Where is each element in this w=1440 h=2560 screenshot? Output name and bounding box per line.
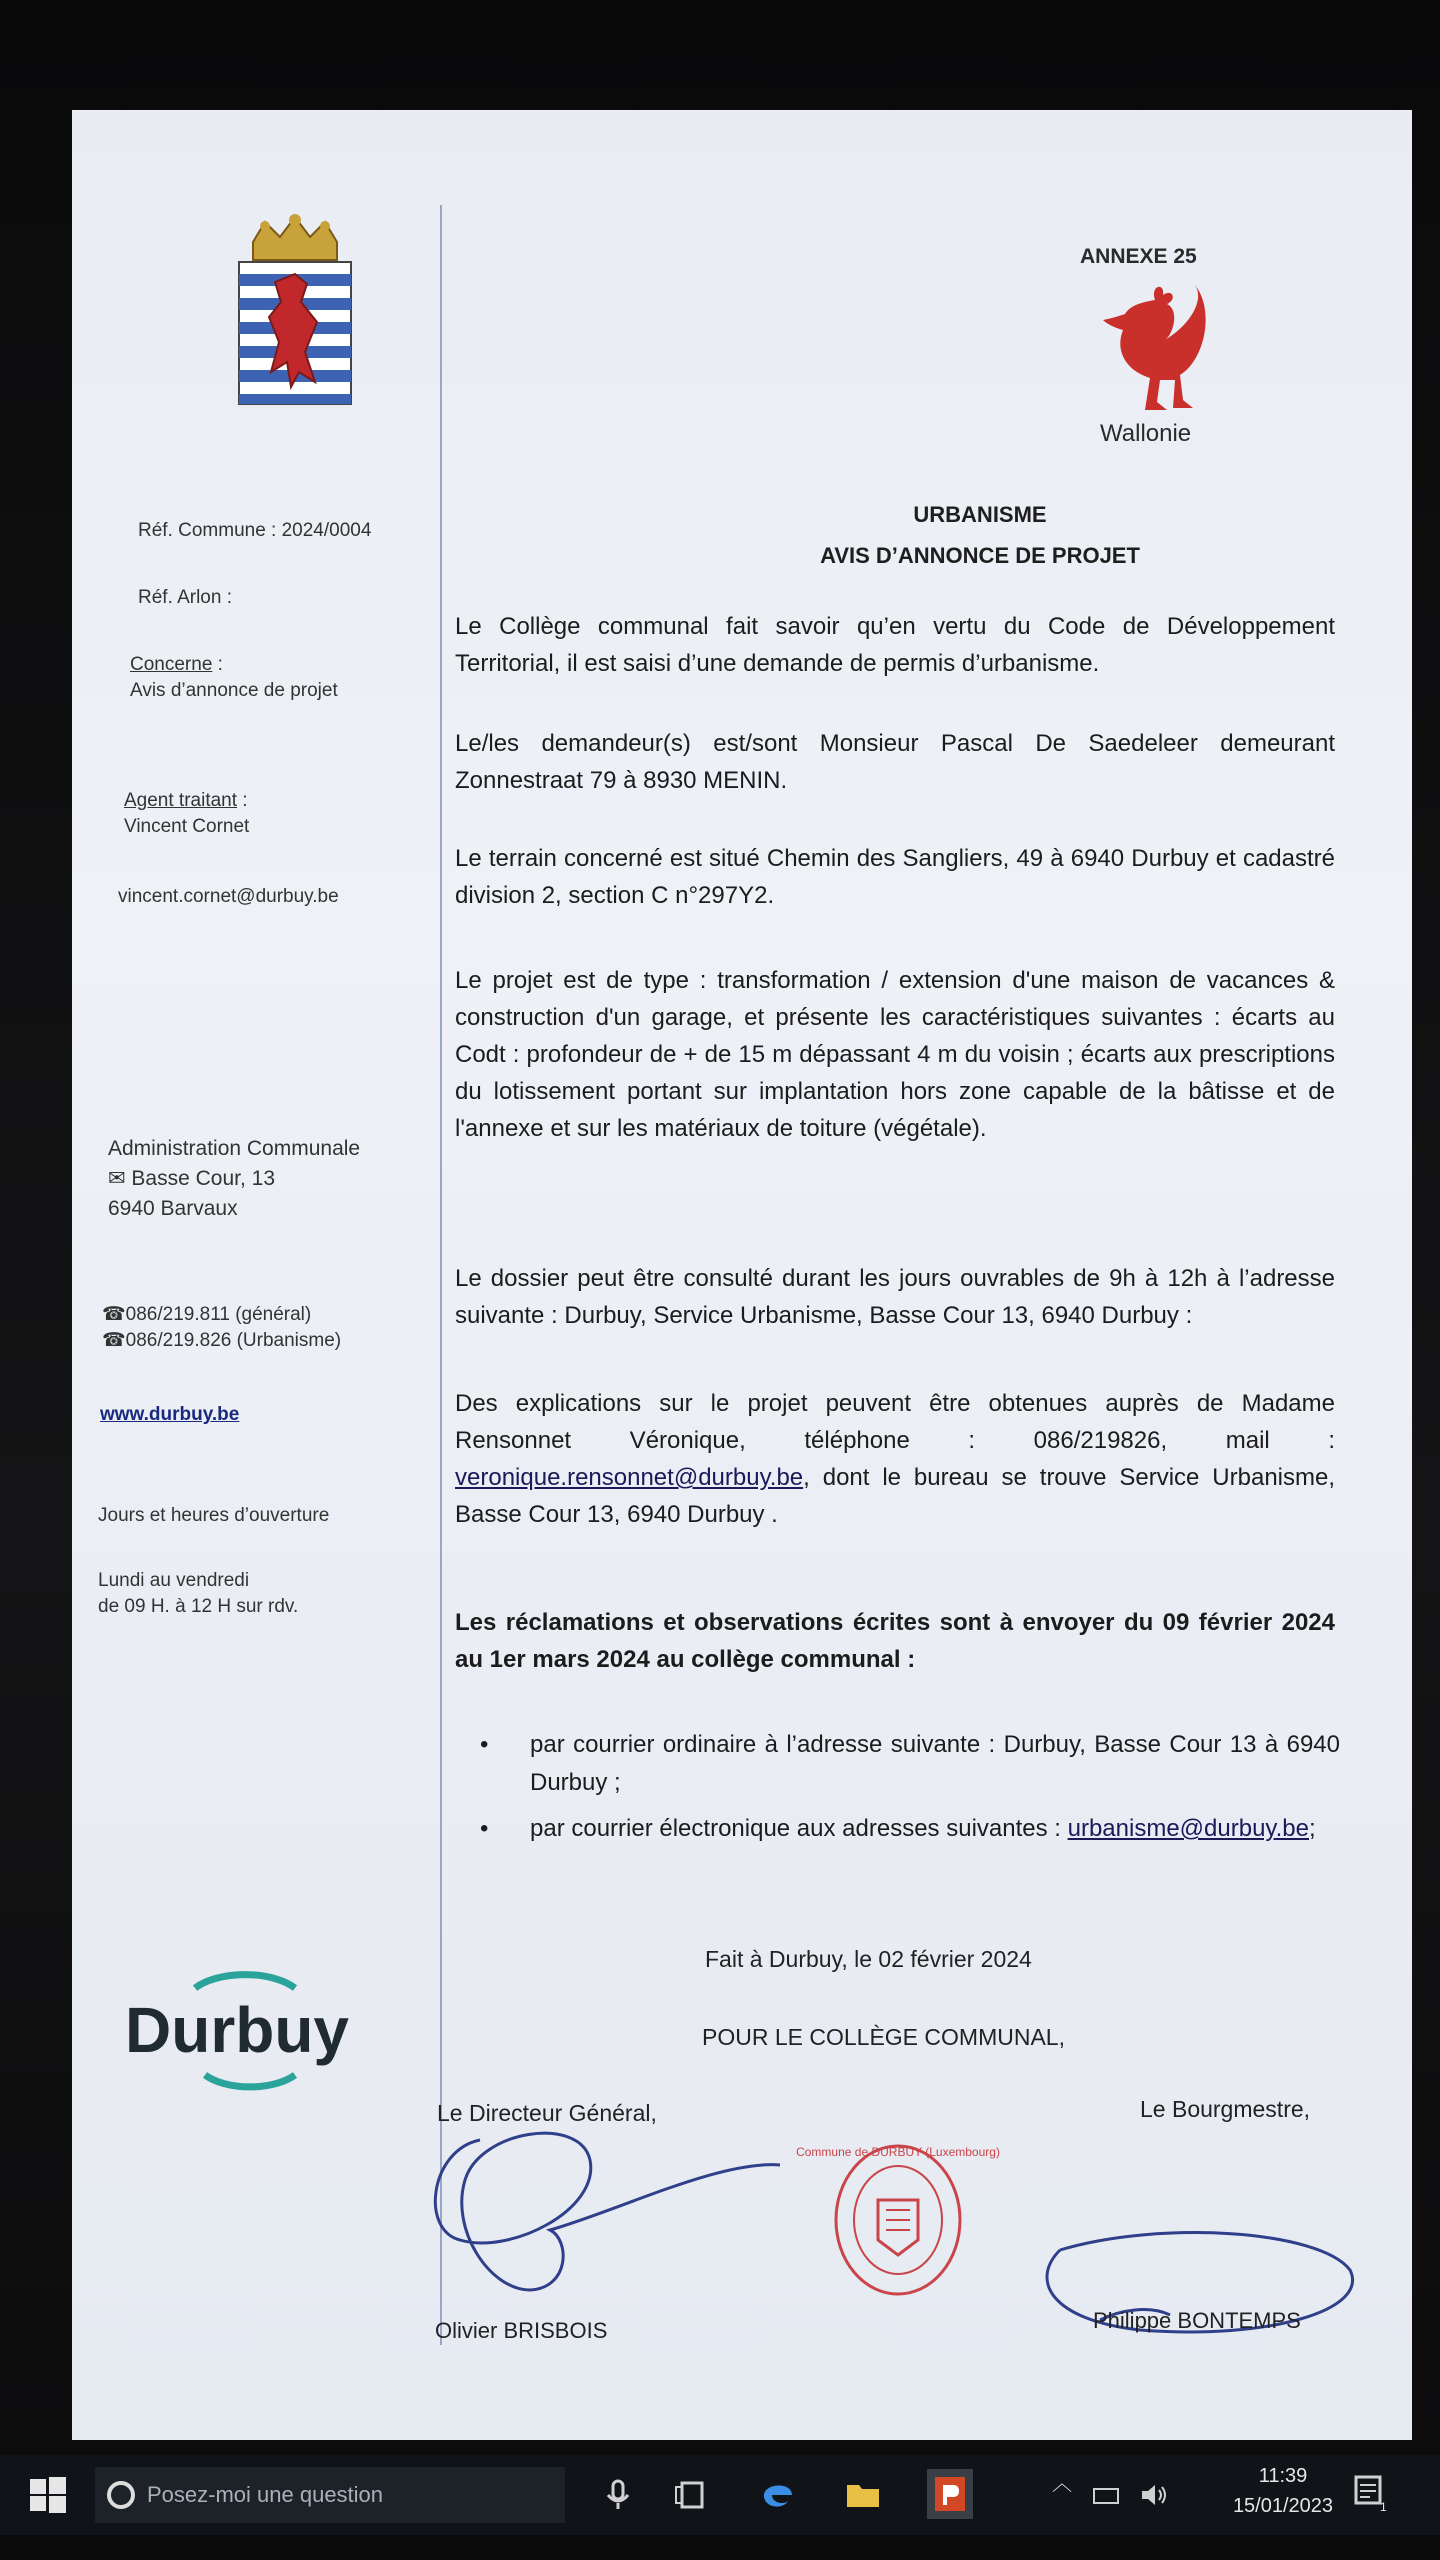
urbanisme-email-link[interactable]: urbanisme@durbuy.be xyxy=(1067,1815,1309,1842)
bullet-electronique-end: ; xyxy=(1309,1815,1316,1842)
agent-block xyxy=(124,788,249,840)
admin-title: Administration Communale xyxy=(108,1137,361,1160)
website-link[interactable]: www.durbuy.be xyxy=(100,1404,240,1425)
bullet-courrier-ordinaire: par courrier ordinaire à l’adresse suivante : Durbuy, Basse Cour 13 à 6940 Durbuy ; xyxy=(530,1731,1340,1796)
clock-date: 15/01/2023 xyxy=(1232,2495,1334,2517)
heading-urbanisme: URBANISME xyxy=(913,502,1047,527)
bullet-mark: • xyxy=(480,1815,489,1842)
place-date: Fait à Durbuy, le 02 février 2024 xyxy=(705,1946,1032,1972)
network-icon[interactable] xyxy=(1092,2481,1120,2509)
phones-block xyxy=(102,1302,341,1354)
admin-city: 6940 Barvaux xyxy=(108,1197,238,1220)
sidebar-divider xyxy=(440,205,442,2345)
notification-count: 1 xyxy=(1380,2500,1387,2514)
reclamation-bullets xyxy=(480,1726,1340,1856)
ref-commune: Réf. Commune : 2024/0004 xyxy=(138,520,372,541)
notification-icon[interactable] xyxy=(1352,2473,1388,2513)
mayor-name: Philippe BONTEMPS xyxy=(1093,2308,1301,2333)
clock-time: 11:39 xyxy=(1258,2465,1308,2487)
phone-general: ☎086/219.811 (général) xyxy=(102,1304,312,1325)
heading-avis: AVIS D’ANNONCE DE PROJET xyxy=(820,543,1140,568)
luxembourg-crest-icon xyxy=(235,212,355,407)
college-label: POUR LE COLLÈGE COMMUNAL, xyxy=(702,2024,1065,2050)
list-item xyxy=(480,1726,1340,1802)
veronique-email-link[interactable]: veronique.rensonnet@durbuy.be xyxy=(455,1464,804,1491)
file-explorer-icon[interactable] xyxy=(843,2475,883,2515)
durbuy-logo xyxy=(125,1960,365,2100)
ref-arlon: Réf. Arlon : xyxy=(138,587,232,608)
admin-address: ✉ Basse Cour, 13 xyxy=(108,1167,276,1190)
bullet-electronique-text: par courrier électronique aux adresses suivantes : xyxy=(530,1815,1068,1842)
list-item xyxy=(480,1810,1340,1848)
explications-text-end: , dont le bureau se trouve Service Urbanisme, Basse Cour 13, 6940 Durbuy . xyxy=(455,1464,1335,1528)
paragraph-dossier: Le dossier peut être consulté durant les jours ouvrables de 9h à 12h à l’adresse suivante : Durbuy, Service Urbanisme, Basse Cour 13, 6940 Durbuy : xyxy=(455,1265,1335,1329)
director-signature xyxy=(420,2120,800,2300)
admin-block xyxy=(108,1134,360,1224)
bullet-mark: • xyxy=(480,1731,489,1758)
hours-days: Lundi au vendredi xyxy=(98,1570,250,1591)
search-box[interactable] xyxy=(95,2467,565,2523)
durbuy-logo-text: Durbuy xyxy=(125,1994,349,2066)
paragraph-explications xyxy=(455,1385,1335,1533)
annexe-label: ANNEXE 25 xyxy=(1080,245,1197,268)
paragraph-projet: Le projet est de type : transformation / extension d'une maison de vacances & construction d'un garage, et présente les caractéristiques suivantes : écarts au Codt : profondeur de + de 15 m dépassant 4 m du voisin ; écarts aux prescriptions du lotissement portant sur implantation hors zone capable de la bâtisse et de l'annexe et sur les matériaux de toiture (végétale). xyxy=(455,967,1335,1142)
mayor-title: Le Bourgmestre, xyxy=(1140,2096,1311,2122)
hours-time: de 09 H. à 12 H sur rdv. xyxy=(98,1596,299,1617)
paragraph-college: Le Collège communal fait savoir qu’en vertu du Code de Développement Territorial, il est saisi d’une demande de permis d’urbanisme. xyxy=(455,613,1335,677)
agent-label: Agent traitant xyxy=(124,790,238,811)
agent-email[interactable]: vincent.cornet@durbuy.be xyxy=(118,886,339,907)
task-view-icon[interactable] xyxy=(672,2475,712,2515)
concerne-value: Avis d’annonce de projet xyxy=(130,680,338,701)
wallonia-rooster-icon xyxy=(1095,280,1210,415)
search-placeholder[interactable]: Posez-moi une question xyxy=(147,2482,384,2507)
paragraph-demandeur: Le/les demandeur(s) est/sont Monsieur Pascal De Saedeleer demeurant Zonnestraat 79 à 8930 MENIN. xyxy=(455,730,1335,794)
taskbar-clock[interactable] xyxy=(1228,2461,1338,2521)
phone-urbanisme: ☎086/219.826 (Urbanisme) xyxy=(102,1330,342,1351)
concerne-colon: : xyxy=(212,654,223,675)
concerne-block xyxy=(130,652,338,704)
explications-text: Des explications sur le projet peuvent être obtenues auprès de Madame Rensonnet Véronique, téléphone : 086/219826, mail : xyxy=(455,1390,1335,1454)
director-title: Le Directeur Général, xyxy=(437,2100,657,2126)
director-name: Olivier BRISBOIS xyxy=(435,2318,608,2343)
volume-icon[interactable] xyxy=(1140,2481,1170,2509)
powerpoint-icon[interactable] xyxy=(927,2469,973,2519)
cortana-icon[interactable] xyxy=(107,2481,135,2509)
stamp-text: Commune de DURBUY (Luxembourg) xyxy=(796,2145,1000,2159)
windows-start-icon[interactable] xyxy=(30,2477,66,2513)
paragraph-reclamations: Les réclamations et observations écrites sont à envoyer du 09 février 2024 au 1er mars 2024 au collège communal : xyxy=(455,1609,1335,1673)
hours-label: Jours et heures d’ouverture xyxy=(98,1505,330,1526)
edge-browser-icon[interactable] xyxy=(758,2475,798,2515)
chevron-up-icon[interactable]: ︿ xyxy=(1052,2473,1072,2495)
microphone-icon[interactable] xyxy=(598,2475,638,2515)
windows-taskbar xyxy=(0,2455,1440,2535)
bullet-courrier-electronique xyxy=(530,1810,1340,1848)
agent-colon: : xyxy=(237,790,248,811)
hours-block xyxy=(98,1568,298,1620)
paragraph-terrain: Le terrain concerné est situé Chemin des Sangliers, 49 à 6940 Durbuy et cadastré division 2, section C n°297Y2. xyxy=(455,845,1335,909)
agent-name: Vincent Cornet xyxy=(124,816,250,837)
concerne-label: Concerne xyxy=(130,654,213,675)
wallonie-label: Wallonie xyxy=(1100,420,1192,447)
official-stamp xyxy=(796,2140,1000,2300)
